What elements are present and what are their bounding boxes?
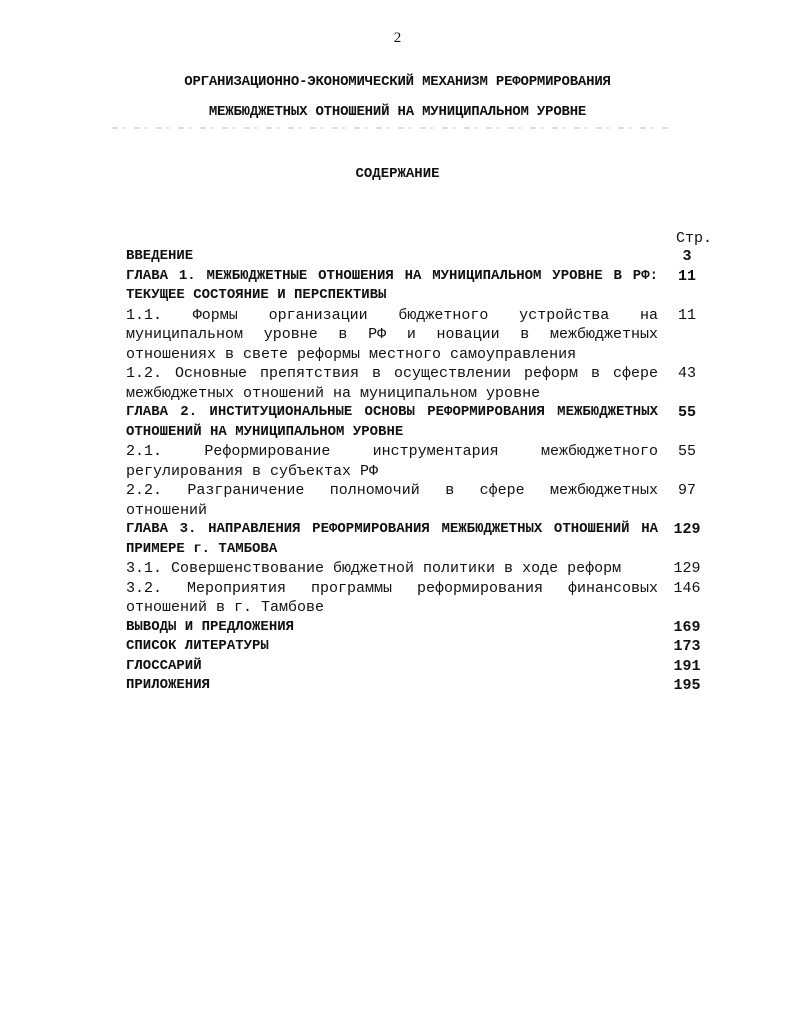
toc-entry-appendices <box>126 676 716 696</box>
toc-entry-text: ВЫВОДЫ И ПРЕДЛОЖЕНИЯ <box>126 618 295 635</box>
toc-entry-text: 3.2. Мероприятия программы реформирования финансовых отношений в г. Тамбове <box>126 579 658 616</box>
toc-entry-text: 2.1. Реформирование инструментария межбюджетного регулирования в субъектах РФ <box>126 443 658 480</box>
toc-entry-text: 3.1. Совершенствование бюджетной политики в ходе реформ <box>126 560 622 577</box>
toc-entry-section-2-1 <box>126 442 716 481</box>
toc-entry-page: 55 <box>677 443 696 460</box>
toc-entry-text: ПРИЛОЖЕНИЯ <box>126 677 211 693</box>
toc-entry-page: 191 <box>673 657 701 675</box>
toc-entry-page: 11 <box>677 306 696 324</box>
toc-entry-page: 129 <box>673 521 701 538</box>
toc-entry-page: 3 <box>682 248 692 265</box>
toc-entry-bibliography <box>126 637 716 657</box>
toc-entry-text: ГЛОССАРИЙ <box>126 657 202 674</box>
toc-entry-section-2-2 <box>126 481 716 520</box>
toc-entry-text: ГЛАВА 1. МЕЖБЮДЖЕТНЫЕ ОТНОШЕНИЯ НА МУНИЦИПАЛЬНОМ УРОВНЕ В РФ: ТЕКУЩЕЕ СОСТОЯНИЕ И ПЕРСПЕКТИВЫ <box>126 267 658 303</box>
toc-entry-page: 146 <box>673 579 701 597</box>
toc-entry-text: СПИСОК ЛИТЕРАТУРЫ <box>126 638 269 654</box>
toc-entry-section-3-2 <box>126 579 716 618</box>
document-title-line-2: МЕЖБЮДЖЕТНЫХ ОТНОШЕНИЙ НА МУНИЦИПАЛЬНОМ УРОВНЕ <box>208 104 587 120</box>
toc-entry-page: 169 <box>673 618 701 636</box>
toc-entry-page: 173 <box>673 638 701 655</box>
page-column-label: Стр. <box>675 230 712 247</box>
table-of-contents <box>126 247 716 696</box>
toc-entry-text: 1.2. Основные препятствия в осуществлении реформ в сфере межбюджетных отношений на муниципальном уровне <box>126 365 658 402</box>
toc-entry-chapter-2 <box>126 403 716 442</box>
toc-entry-text: 2.2. Разграничение полномочий в сфере межбюджетных отношений <box>126 482 658 519</box>
toc-entry-section-3-1 <box>126 559 716 579</box>
toc-entry-section-1-2 <box>126 364 716 403</box>
toc-entry-text: ВВЕДЕНИЕ <box>126 248 194 264</box>
toc-entry-page: 97 <box>677 482 696 499</box>
toc-entry-text: ГЛАВА 3. НАПРАВЛЕНИЯ РЕФОРМИРОВАНИЯ МЕЖБЮДЖЕТНЫХ ОТНОШЕНИЙ НА ПРИМЕРЕ г. ТАМБОВА <box>126 521 658 557</box>
toc-entry-introduction <box>126 247 716 267</box>
document-title-line-1: ОРГАНИЗАЦИОННО-ЭКОНОМИЧЕСКИЙ МЕХАНИЗМ РЕФОРМИРОВАНИЯ <box>184 74 611 90</box>
toc-entry-chapter-3 <box>126 520 716 559</box>
toc-entry-glossary <box>126 657 716 677</box>
toc-entry-page: 11 <box>677 267 696 285</box>
toc-entry-conclusions <box>126 618 716 638</box>
toc-entry-page: 129 <box>673 560 701 577</box>
toc-entry-page: 195 <box>673 677 701 694</box>
toc-entry-section-1-1 <box>126 306 716 365</box>
toc-entry-text: 1.1. Формы организации бюджетного устройства на муниципальном уровне в РФ и новации в межбюджетных отношениях в свете реформы местного самоуправления <box>126 306 658 363</box>
toc-entry-page: 43 <box>677 365 696 382</box>
toc-entry-page: 55 <box>677 404 696 421</box>
toc-entry-chapter-1 <box>126 267 716 306</box>
toc-entry-text: ГЛАВА 2. ИНСТИТУЦИОНАЛЬНЫЕ ОСНОВЫ РЕФОРМИРОВАНИЯ МЕЖБЮДЖЕТНЫХ ОТНОШЕНИЙ НА МУНИЦИПАЛЬНОМ УРОВНЕ <box>126 404 658 440</box>
page-number: 2 <box>393 30 402 46</box>
toc-heading: СОДЕРЖАНИЕ <box>355 166 440 182</box>
scan-artifact-line <box>112 127 672 129</box>
